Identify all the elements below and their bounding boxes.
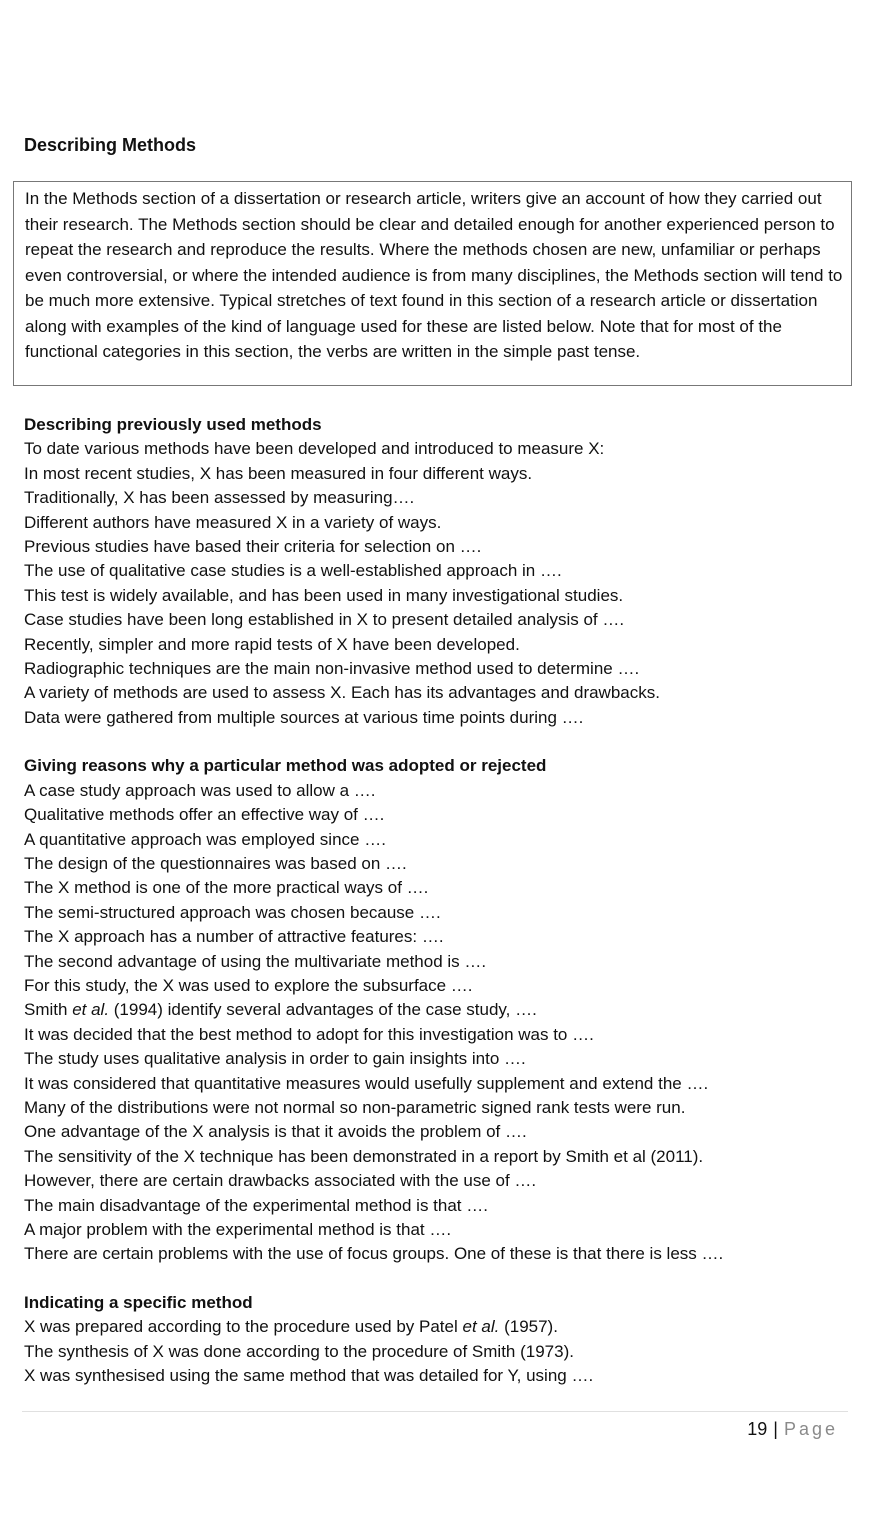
list-item: In most recent studies, X has been measured in four different ways. (24, 463, 533, 483)
list-item: Traditionally, X has been assessed by measuring…. (24, 488, 415, 508)
list-item: It was decided that the best method to adopt for this investigation was to …. (24, 1024, 594, 1044)
section-heading: Describing previously used methods (24, 415, 322, 434)
list-item: Many of the distributions were not normal so non-parametric signed rank tests were run. (24, 1097, 686, 1117)
item-text: Smith (24, 1000, 73, 1020)
section-heading: Giving reasons why a particular method was adopted or rejected (24, 756, 547, 776)
page-label: Page (783, 1419, 838, 1439)
list-item: A variety of methods are used to assess X. Each has its advantages and drawbacks. (24, 683, 660, 703)
list-item: This test is widely available, and has been used in many investigational studies. (24, 585, 624, 605)
list-item: The X method is one of the more practical ways of …. (24, 878, 429, 898)
list-item (24, 1315, 854, 1339)
footer-separator: | (773, 1419, 778, 1439)
list-item: The semi-structured approach was chosen because …. (24, 902, 441, 922)
phrase-list (24, 437, 854, 730)
section (24, 754, 854, 1267)
page-title: Describing Methods (24, 135, 197, 155)
item-text: (1957). (499, 1317, 558, 1337)
list-item: Radiographic techniques are the main non-invasive method used to determine …. (24, 659, 640, 679)
list-item: The main disadvantage of the experimental method is that …. (24, 1195, 488, 1215)
phrase-list (24, 779, 854, 1267)
list-item: A major problem with the experimental method is that …. (24, 1220, 452, 1239)
page-footer (747, 1418, 838, 1440)
list-item: The design of the questionnaires was based on …. (24, 853, 407, 873)
content (24, 413, 854, 1388)
list-item: The X approach has a number of attractive features: …. (24, 927, 444, 947)
list-item: Case studies have been long established in X to present detailed analysis of …. (24, 610, 625, 630)
list-item: The second advantage of using the multivariate method is …. (24, 951, 487, 971)
list-item: It was considered that quantitative measures would usefully supplement and extend the …. (24, 1073, 709, 1093)
intro-box (13, 181, 852, 386)
footer-divider (22, 1411, 848, 1412)
intro-paragraph: In the Methods section of a dissertation or research article, writers give an account of how they carried out their research. The Methods section should be clear and detailed enough for another experienced person to repeat the research and reproduce the results. Where the methods chosen are new, unfamiliar or perhaps even controversial, or where the intended audience is from many disciplines, the Methods section will tend to be much more extensive. Typical stretches of text found in this section of a research article or dissertation along with examples of the kind of language used for these are listed below. Note that for most of the functional categories in this section, the verbs are written in the simple past tense. (25, 189, 843, 361)
list-item (24, 998, 854, 1022)
item-italic: et al. (72, 1000, 110, 1020)
list-item: One advantage of the X analysis is that it avoids the problem of …. (24, 1122, 527, 1142)
item-text: (1994) identify several advantages of the case study, …. (109, 1000, 537, 1020)
section-heading: Indicating a specific method (24, 1292, 253, 1312)
list-item: The study uses qualitative analysis in order to gain insights into …. (24, 1049, 526, 1069)
list-item: The synthesis of X was done according to the procedure of Smith (1973). (24, 1341, 574, 1361)
item-text: X was prepared according to the procedure used by Patel (24, 1317, 463, 1337)
list-item: A quantitative approach was employed since …. (24, 829, 386, 849)
page-number: 19 (747, 1419, 768, 1439)
list-item: Qualitative methods offer an effective way of …. (24, 805, 385, 825)
section (24, 1291, 854, 1389)
list-item: The sensitivity of the X technique has been demonstrated in a report by Smith et al (2011). (24, 1146, 704, 1166)
list-item: However, there are certain drawbacks associated with the use of …. (24, 1171, 537, 1191)
list-item: The use of qualitative case studies is a well-established approach in …. (24, 561, 562, 581)
list-item: Recently, simpler and more rapid tests of X have been developed. (24, 634, 520, 654)
list-item: X was synthesised using the same method that was detailed for Y, using …. (24, 1366, 594, 1386)
item-italic: et al. (462, 1317, 500, 1337)
list-item: A case study approach was used to allow a …. (24, 780, 376, 800)
list-item: To date various methods have been developed and introduced to measure X: (24, 439, 605, 459)
list-item: Previous studies have based their criteria for selection on …. (24, 537, 482, 557)
list-item: For this study, the X was used to explore the subsurface …. (24, 975, 473, 995)
phrase-list (24, 1315, 854, 1388)
list-item: Different authors have measured X in a variety of ways. (24, 512, 442, 532)
list-item: There are certain problems with the use of focus groups. One of these is that there is less …. (24, 1244, 724, 1264)
list-item: Data were gathered from multiple sources at various time points during …. (24, 707, 584, 727)
section (24, 413, 854, 730)
